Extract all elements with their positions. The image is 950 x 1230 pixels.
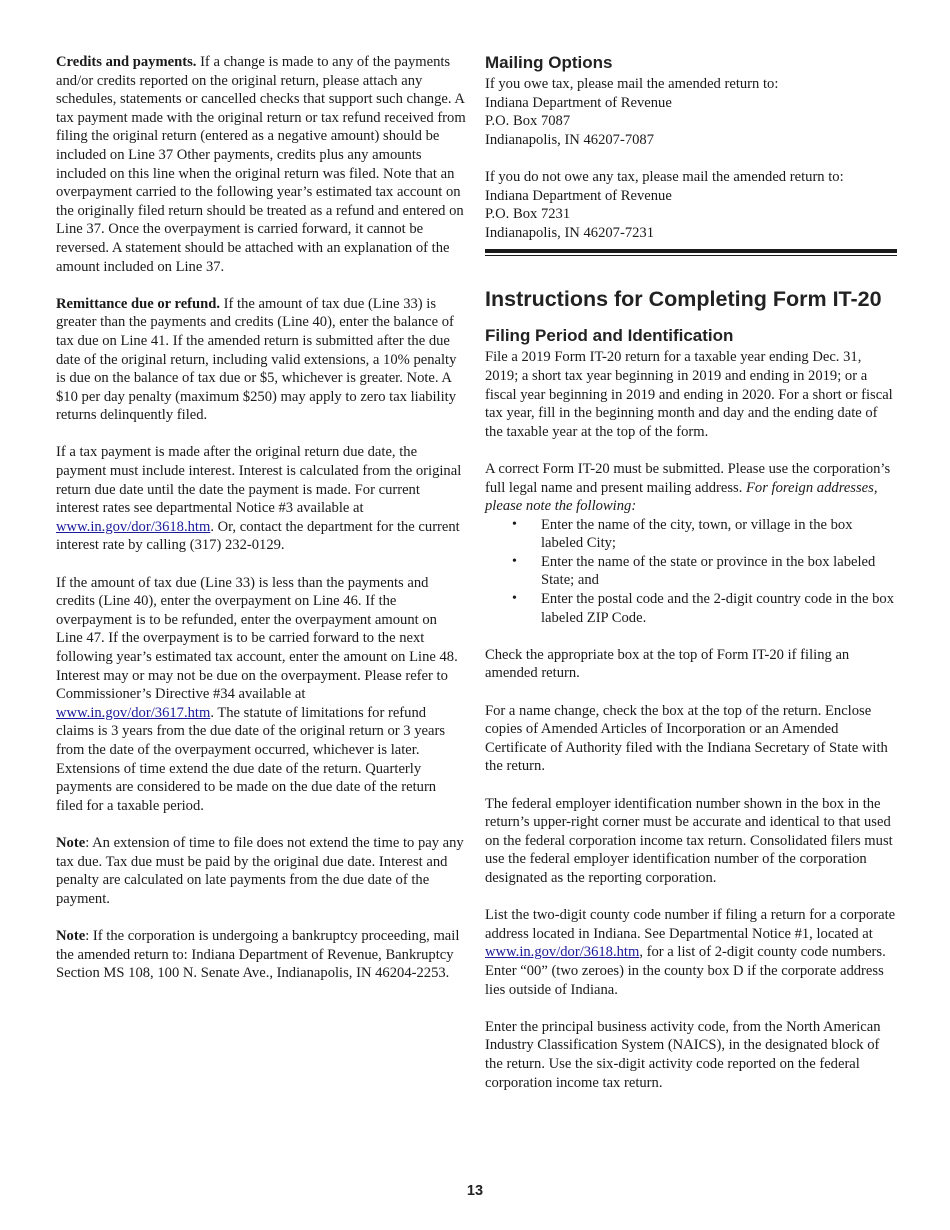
interest-text: If a tax payment is made after the original return due date, the payment must include interest. Interest is calculated from the original return due date until the date the payment is made. For current interest rates see departmental Notice #3 available at xyxy=(56,444,462,517)
page-number: 13 xyxy=(466,1183,484,1199)
note-bankruptcy-paragraph xyxy=(56,927,466,983)
correct-form-text: A correct Form IT-20 must be submitted. Please use the corporation’s full legal name and present mailing address. xyxy=(485,460,891,496)
bullet-icon: • xyxy=(512,591,517,607)
list-item-text: Enter the postal code and the 2-digit country code in the box labeled ZIP Code. xyxy=(541,591,894,626)
no-owe-intro: If you do not owe any tax, please mail the amended return to: xyxy=(485,168,844,185)
remittance-text: If the amount of tax due (Line 33) is greater than the payments and credits (Line 40), enter the balance of tax due on Line 41. If the amended return is submitted after the due date of the original return, including valid extensions, a 10% penalty is due on the balance of tax due or $5, whichever is greater. Note. A $10 per day penalty (maximum $250) may apply to zero tax liability returns delinquently filed. xyxy=(56,295,457,424)
owe-intro: If you owe tax, please mail the amended return to: xyxy=(485,76,779,92)
overpayment-text: If the amount of tax due (Line 33) is less than the payments and credits (Line 40), enter the overpayment on Line 46. If the overpayment is to be refunded, enter the overpayment amount on Line 47. If the overpayment is to be carried forward to the next following year’s estimated tax account, enter the amount on Line 48. Interest may or may not be due on the overpayment. Please refer to Commissioner’s Directive #34 available at xyxy=(56,574,458,703)
remittance-heading: Remittance due or refund. xyxy=(56,295,221,312)
note-label: Note xyxy=(56,927,86,944)
no-owe-line: Indianapolis, IN 46207-7231 xyxy=(485,224,655,241)
mailing-options-heading: Mailing Options xyxy=(485,53,613,72)
name-change-paragraph: For a name change, check the box at the top of the return. Enclose copies of Amended Articles of Incorporation or an Amended Certificate of Authority filed with the Indiana Secretary of State with the return. xyxy=(485,702,888,775)
naics-paragraph: Enter the principal business activity code, from the North American Industry Classification System (NAICS), in the designated block of the return. Use the six-digit activity code reported on the federal corporation income tax return. xyxy=(485,1018,881,1091)
section-divider-thick xyxy=(485,249,897,253)
right-column xyxy=(485,53,897,1111)
instructions-heading: Instructions for Completing Form IT-20 xyxy=(485,287,882,312)
note-extension-text: : An extension of time to file does not extend the time to pay any tax due. Tax due must be paid by the original due date. Interest and penalty are calculated on late payments from the due date of the payment. xyxy=(56,834,464,907)
credits-heading: Credits and payments. xyxy=(56,54,197,70)
list-item-text: Enter the name of the city, town, or village in the box labeled City; xyxy=(541,516,853,552)
no-owe-line: P.O. Box 7231 xyxy=(485,206,571,223)
county-code-paragraph xyxy=(485,906,897,999)
note-bankruptcy-text: : If the corporation is undergoing a bankruptcy proceeding, mail the amended return to: Indiana Department of Revenue, Bankruptcy Section MS 108, 100 N. Senate Ave., Indianapolis, IN 46204-2253. xyxy=(56,927,460,982)
directive-link[interactable]: www.in.gov/dor/3617.htm xyxy=(56,704,211,721)
section-divider-thin xyxy=(485,255,897,256)
owe-line: P.O. Box 7087 xyxy=(485,113,571,130)
mailing-no-owe-block xyxy=(485,168,897,242)
interest-text-after: . Or, contact the department for the current interest rate by calling (317) 232-0129. xyxy=(56,518,460,554)
mailing-owe-block xyxy=(485,75,897,149)
overpayment-text-after: . The statute of limitations for refund claims is 3 years from the due date of the original return or 3 years from the date of the overpayment occurred, whichever is later. Extensions of time extend the due date of the return. Quarterly payments are considered to be made on the due date of the return filed for a taxable period. xyxy=(56,704,446,814)
owe-line: Indiana Department of Revenue xyxy=(485,94,672,111)
list-item-text: Enter the name of the state or province in the box labeled State; and xyxy=(541,553,876,589)
foreign-address-list xyxy=(485,516,897,628)
overpayment-paragraph xyxy=(56,574,466,816)
amended-return-paragraph: Check the appropriate box at the top of Form IT-20 if filing an amended return. xyxy=(485,646,850,682)
list-item xyxy=(485,516,897,553)
list-item xyxy=(485,590,897,627)
interest-link[interactable]: www.in.gov/dor/3618.htm xyxy=(56,518,211,535)
note-extension-paragraph xyxy=(56,834,466,908)
county-text: List the two-digit county code number if filing a return for a corporate address located in Indiana. See Departmental Notice #1, located at xyxy=(485,907,896,942)
list-item xyxy=(485,553,897,590)
remittance-paragraph xyxy=(56,295,466,425)
county-notice-link[interactable]: www.in.gov/dor/3618.htm xyxy=(485,944,640,961)
filing-period-paragraph: File a 2019 Form IT-20 return for a taxable year ending Dec. 31, 2019; a short tax year beginning in 2019 and ending in 2019; or a fiscal year beginning in 2019 and ending in 2020. For a short or fiscal tax year, fill in the beginning month and day and the ending date of the taxable year at the top of the form. xyxy=(485,349,893,440)
bullet-icon: • xyxy=(512,553,517,569)
left-column xyxy=(56,53,466,1001)
credits-paragraph xyxy=(56,53,466,276)
no-owe-line: Indiana Department of Revenue xyxy=(485,187,672,204)
note-label: Note xyxy=(56,834,86,851)
owe-line: Indianapolis, IN 46207-7087 xyxy=(485,131,655,148)
bullet-icon: • xyxy=(512,516,517,532)
filing-period-heading: Filing Period and Identification xyxy=(485,326,734,346)
county-text-after: , for a list of 2-digit county code numbers. Enter “00” (two zeroes) in the county box D if the corporate address lies outside of Indiana. xyxy=(485,944,886,998)
interest-paragraph xyxy=(56,443,466,555)
credits-text: If a change is made to any of the payments and/or credits reported on the original return, please attach any schedules, statements or cancelled checks that support such change. A tax payment made with the original return or tax refund received from filing the original return (entered as a negative amount) should be included on Line 37 Other payments, credits plus any amounts included on this line when the original return was filed. Note that an overpayment carried to the following year’s estimated tax account on the originally filed return should be treated as a refund and entered on Line 37. Once the overpayment is carried forward, it cannot be reversed. A statement should be attached with an explanation of the amount included on Line 37. xyxy=(56,54,466,275)
fein-paragraph: The federal employer identification number shown in the box in the return’s upper-right corner must be accurate and identical to that used on the federal corporation income tax return. Consolidated filers must use the federal employer identification number of the corporation designated as the reporting corporation. xyxy=(485,795,893,886)
correct-form-paragraph xyxy=(485,460,897,516)
foreign-address-note: For foreign addresses, please note the following: xyxy=(485,479,878,515)
